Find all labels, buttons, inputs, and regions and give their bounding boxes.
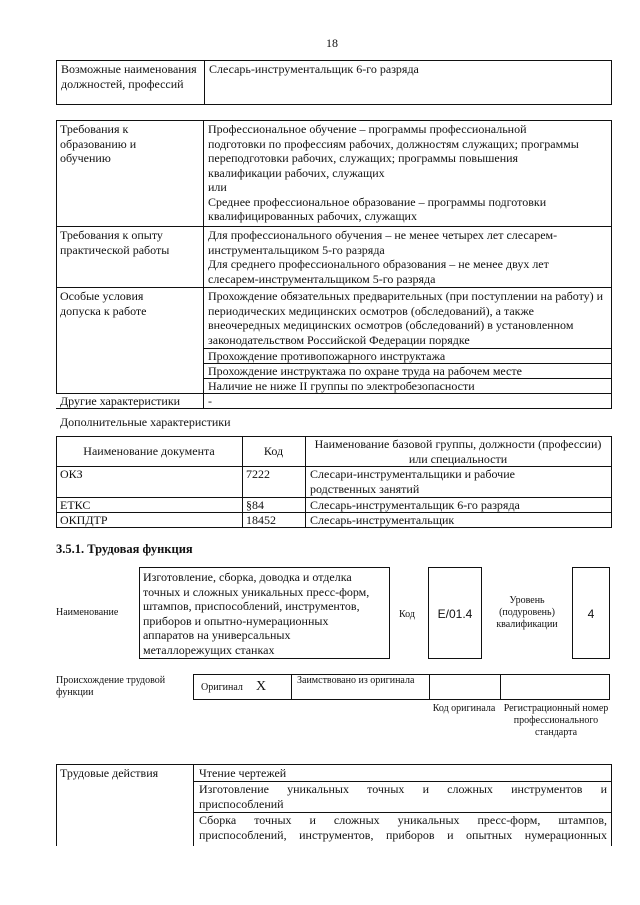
- experience-line: слесарем-инструментальщиком 5-го разряда: [208, 271, 436, 286]
- function-name-label: Наименование: [56, 607, 119, 618]
- req-col-divider: [203, 120, 204, 409]
- experience-label: Требования к опыту практической работы: [60, 228, 170, 257]
- action-line: Изготовление уникальных точных и сложных инструментов и: [199, 782, 607, 796]
- act-frame-left: [56, 764, 57, 846]
- table-row-code: 7222: [246, 467, 270, 481]
- add-frame-bottom: [56, 527, 612, 528]
- function-name-box: [139, 567, 390, 659]
- origin-mark: X: [256, 679, 267, 694]
- req-frame-left: [56, 120, 57, 394]
- experience-text: [208, 228, 608, 286]
- function-level-label: Уровень (подуровень) квалификации: [496, 595, 558, 630]
- experience-line: Для среднего профессионального образования – не менее двух лет: [208, 257, 549, 271]
- actions-label: Трудовые действия: [60, 766, 159, 780]
- origin-borrowed: Заимствовано из оригинала: [297, 675, 415, 686]
- additional-title: Дополнительные характеристики: [60, 415, 231, 429]
- other-label: Другие характеристики: [60, 394, 181, 408]
- origin-divider: [429, 674, 430, 700]
- action-line: приспособлений, инструментов, приборов и опытных нумерационных: [199, 827, 607, 842]
- actions-table: [56, 764, 612, 846]
- origin-divider: [291, 674, 292, 700]
- admission-item: Прохождение противопожарного инструктажа: [208, 349, 446, 363]
- function-code-label: Код: [399, 609, 415, 620]
- education-line: квалификации рабочих, служащих: [208, 165, 385, 180]
- origin-code-caption: Код оригинала: [432, 703, 496, 714]
- education-label: Требования к образованию и обучению: [60, 122, 137, 165]
- education-line: подготовки по профессиям рабочих, должностям служащих; программы: [208, 136, 579, 151]
- action-item-2: [199, 782, 607, 811]
- other-value: -: [208, 394, 212, 408]
- req-row-line: [56, 287, 612, 288]
- origin-reg-caption: Регистрационный номер профессионального стандарта: [503, 703, 609, 738]
- req-row-line: [56, 226, 612, 227]
- page-number: 18: [326, 36, 338, 50]
- positions-divider: [204, 61, 205, 105]
- origin-frame-left: [193, 674, 194, 700]
- function-level-box: [572, 567, 610, 659]
- positions-value: Слесарь-инструментальщик 6-го разряда: [209, 62, 419, 76]
- req-frame-top: [56, 120, 612, 121]
- action-item-3: [199, 813, 607, 842]
- req-frame-bottom: [56, 408, 612, 409]
- function-name-line: аппаратов на универсальных: [143, 628, 291, 642]
- table-row-name: Слесарь-инструментальщик 6-го разряда: [310, 498, 520, 512]
- add-col-divider: [305, 436, 306, 528]
- add-header-name: Наименование базовой группы, должности (профессии) или специальности: [314, 437, 602, 466]
- positions-table: [56, 60, 612, 105]
- add-header-doc: Наименование документа: [83, 444, 215, 458]
- function-level-value: 4: [587, 607, 595, 621]
- education-line: квалифицированных рабочих, служащих: [208, 209, 417, 223]
- experience-line: инструментальщиком 5-го разряда: [208, 242, 385, 257]
- origin-frame-bottom: [193, 699, 610, 700]
- function-name-line: точных и сложных уникальных пресс-форм,: [143, 584, 370, 599]
- origin-label: Происхождение трудовой функции: [56, 675, 166, 698]
- education-line: или: [208, 180, 227, 194]
- function-heading: 3.5.1. Трудовая функция: [56, 542, 193, 556]
- origin-original: Оригинал: [201, 682, 243, 693]
- experience-line: Для профессионального обучения – не менее четырех лет слесарем-: [208, 228, 558, 242]
- origin-table: [193, 674, 610, 700]
- action-line: приспособлений: [199, 796, 284, 811]
- education-text: [208, 122, 608, 224]
- education-line: Профессиональное обучение – программы профессиональной: [208, 122, 527, 136]
- table-row-code: §84: [246, 498, 264, 512]
- act-frame-right: [611, 764, 612, 846]
- function-name-line: Изготовление, сборка, доводка и отделка: [143, 570, 352, 584]
- function-code-box: [428, 567, 482, 659]
- table-row-name: Слесарь-инструментальщик: [310, 513, 455, 527]
- admission-label: Особые условия допуска к работе: [60, 289, 147, 318]
- function-name-line: штампов, приспособлений, инструментов,: [143, 599, 360, 613]
- function-code-value: E/01.4: [437, 607, 473, 621]
- admission-item: Наличие не ниже II группы по электробезопасности: [208, 379, 475, 393]
- function-name-line: металлорежущих станках: [143, 642, 275, 657]
- additional-table: [56, 436, 612, 528]
- table-row-name: Слесари-инструментальщики и рабочие родственных занятий: [310, 467, 515, 496]
- add-header-code: Код: [263, 444, 284, 458]
- act-frame-top: [56, 764, 612, 765]
- education-line: Среднее профессиональное образование – программы подготовки: [208, 194, 547, 209]
- req-frame-right: [611, 120, 612, 409]
- admission-item: Прохождение обязательных предварительных (при поступлении на работу) и периодических медицинских осмотров (обследований), а также внеочередных медицинских осмотров (обследований) в установленном законодательством Российской Федерации порядке: [208, 289, 604, 347]
- education-line: переподготовки рабочих, служащих; программы повышения: [208, 151, 519, 165]
- positions-label: Возможные наименования должностей, профессий: [61, 62, 197, 91]
- table-row-doc: ОКПДТР: [60, 513, 108, 527]
- function-name-line: приборов и опытно-нумерационных: [143, 613, 329, 628]
- action-line: Сборка точных и сложных уникальных пресс-форм, штампов,: [199, 813, 607, 827]
- admission-item: Прохождение инструктажа по охране труда на рабочем месте: [208, 364, 522, 378]
- act-col-divider: [193, 764, 194, 846]
- origin-frame-right: [609, 674, 610, 700]
- origin-divider: [500, 674, 501, 700]
- add-frame-right: [611, 436, 612, 528]
- table-row-doc: ЕТКС: [60, 498, 91, 512]
- action-item: Чтение чертежей: [199, 766, 287, 780]
- requirements-table: [56, 120, 612, 409]
- table-row-code: 18452: [246, 513, 276, 527]
- table-row-doc: ОКЗ: [60, 467, 83, 481]
